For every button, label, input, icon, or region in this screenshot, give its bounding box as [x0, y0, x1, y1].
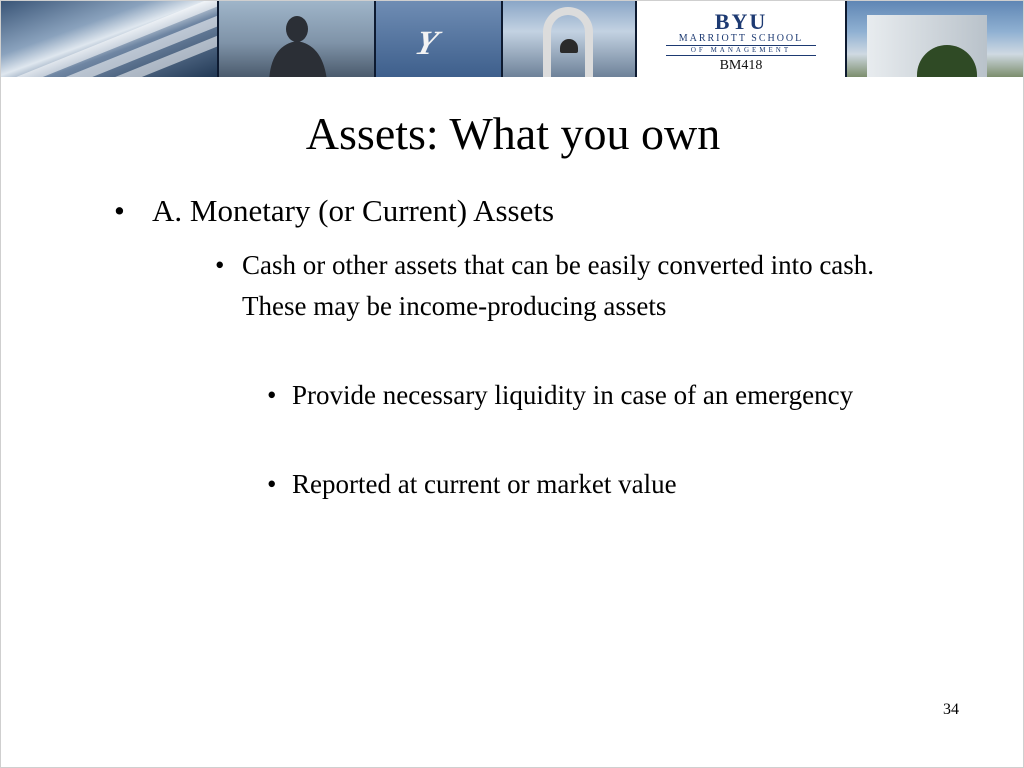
statue-icon — [257, 11, 337, 77]
bullet-marker: • — [267, 469, 277, 499]
course-code: BM418 — [719, 58, 763, 73]
bullet-text: A. Monetary (or Current) Assets — [152, 193, 555, 228]
logo-marriott-text: MARRIOTT SCHOOL — [678, 33, 804, 44]
bell-icon — [560, 39, 578, 53]
banner-photo-building-glass — [1, 1, 219, 77]
page-number: 34 — [943, 701, 959, 718]
banner-photo-campus-building — [847, 1, 1023, 77]
bullet-text: Cash or other assets that can be easily converted into cash. These may be income-producing assets — [242, 250, 875, 321]
banner-photo-bell-tower — [503, 1, 637, 77]
bullet-text: Reported at current or market value — [292, 469, 677, 499]
slide-title: Assets: What you own — [305, 108, 721, 159]
bullet-marker: • — [267, 380, 277, 410]
logo-byu-text: BYU — [714, 9, 768, 34]
y-logo-icon: Y — [411, 25, 442, 62]
bullet-marker: • — [114, 193, 125, 228]
byu-marriott-logo — [637, 1, 847, 77]
logo-management-text: OF MANAGEMENT — [666, 45, 816, 56]
header-banner — [1, 1, 1023, 77]
banner-photo-statue — [219, 1, 376, 77]
bullet-text: Provide necessary liquidity in case of an emergency — [292, 380, 854, 410]
banner-photo-y-mountain — [376, 1, 503, 77]
bullet-marker: • — [215, 250, 225, 280]
